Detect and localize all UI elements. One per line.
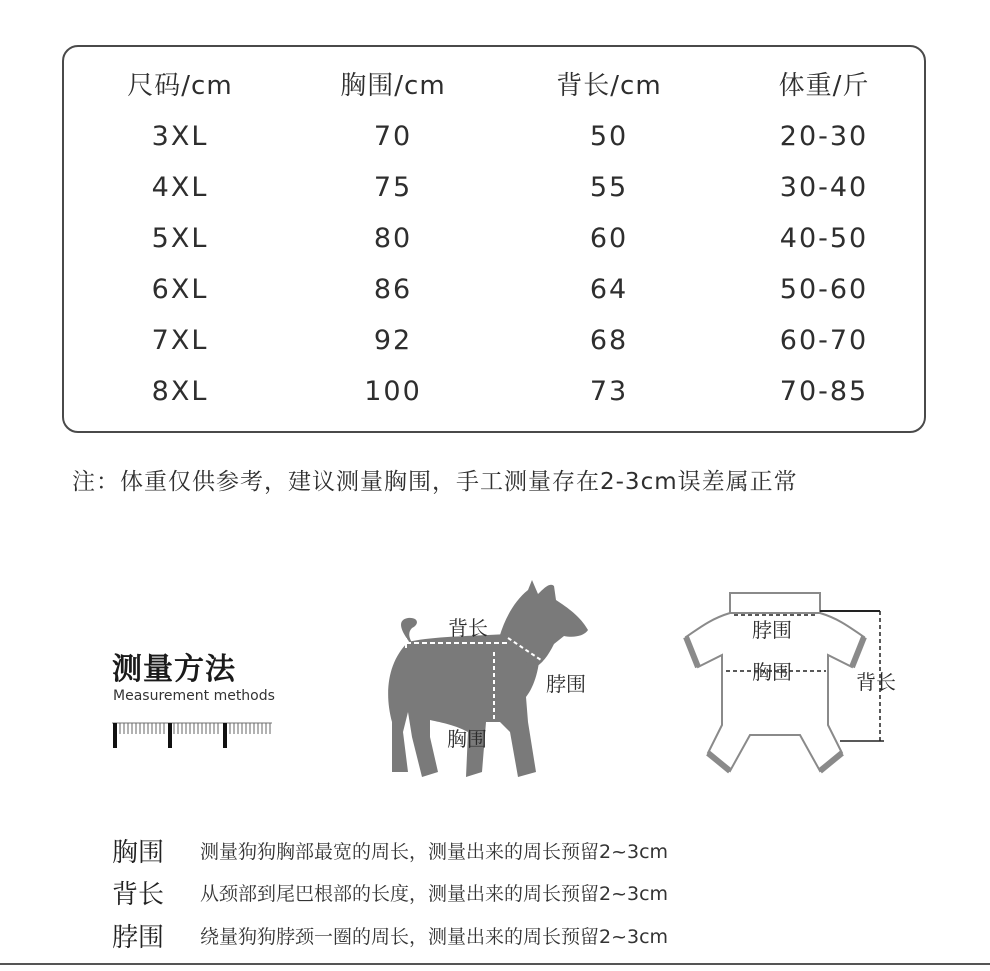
- garment-back-length-label: 背长: [856, 670, 896, 694]
- table-row: [64, 368, 924, 416]
- dog-chest-label: 胸围: [447, 727, 487, 751]
- cell-size: 4XL: [151, 172, 209, 203]
- dog-back-length-label: 背长: [448, 616, 488, 640]
- cell-weight: 30-40: [779, 172, 869, 203]
- cell-weight: 70-85: [779, 376, 869, 407]
- header-chest: 胸围/cm: [340, 71, 446, 101]
- cell-back-length: 68: [589, 325, 629, 356]
- definition-row-chest: [112, 832, 668, 872]
- cell-weight: 20-30: [779, 121, 869, 152]
- method-subtitle: Measurement methods: [113, 688, 275, 704]
- definition-term: 背长: [112, 880, 165, 910]
- cell-back-length: 64: [589, 274, 629, 305]
- definition-row-neck: [112, 917, 668, 957]
- bottom-divider: [0, 963, 990, 965]
- definition-text: 绕量狗狗脖颈一圈的周长，测量出来的周长预留2~3cm: [200, 926, 669, 948]
- cell-size: 7XL: [151, 325, 209, 356]
- cell-back-length: 55: [589, 172, 629, 203]
- cell-chest: 70: [373, 121, 413, 152]
- cell-weight: 50-60: [779, 274, 869, 305]
- cell-chest: 92: [373, 325, 413, 356]
- table-row: [64, 215, 924, 263]
- cell-weight: 40-50: [779, 223, 869, 254]
- cell-size: 8XL: [151, 376, 209, 407]
- dog-neck-label: 脖围: [546, 672, 586, 696]
- cell-back-length: 60: [589, 223, 629, 254]
- size-table: [62, 45, 926, 433]
- header-size: 尺码/cm: [127, 71, 233, 101]
- ruler-icon: [112, 714, 277, 750]
- cell-back-length: 73: [589, 376, 629, 407]
- definition-text: 测量狗狗胸部最宽的周长，测量出来的周长预留2~3cm: [200, 841, 669, 863]
- definition-term: 胸围: [112, 838, 165, 868]
- table-row: [64, 113, 924, 161]
- cell-size: 6XL: [151, 274, 209, 305]
- garment-neck-label: 脖围: [752, 618, 792, 642]
- cell-chest: 80: [373, 223, 413, 254]
- method-title: 测量方法: [112, 652, 236, 687]
- garment-chest-label: 胸围: [752, 660, 792, 684]
- definition-row-back-length: [112, 874, 668, 914]
- cell-chest: 100: [364, 376, 422, 407]
- cell-chest: 86: [373, 274, 413, 305]
- table-row: [64, 266, 924, 314]
- cell-size: 3XL: [151, 121, 209, 152]
- table-header-row: [64, 62, 924, 110]
- table-row: [64, 317, 924, 365]
- header-back-length: 背长/cm: [556, 71, 662, 101]
- measurement-note: 注：体重仅供参考，建议测量胸围，手工测量存在2-3cm误差属正常: [72, 469, 798, 495]
- cell-size: 5XL: [151, 223, 209, 254]
- header-weight: 体重/斤: [778, 71, 870, 101]
- cell-back-length: 50: [589, 121, 629, 152]
- definition-term: 脖围: [112, 923, 165, 953]
- cell-chest: 75: [373, 172, 413, 203]
- cell-weight: 60-70: [779, 325, 869, 356]
- table-row: [64, 164, 924, 212]
- definition-text: 从颈部到尾巴根部的长度，测量出来的周长预留2~3cm: [200, 883, 669, 905]
